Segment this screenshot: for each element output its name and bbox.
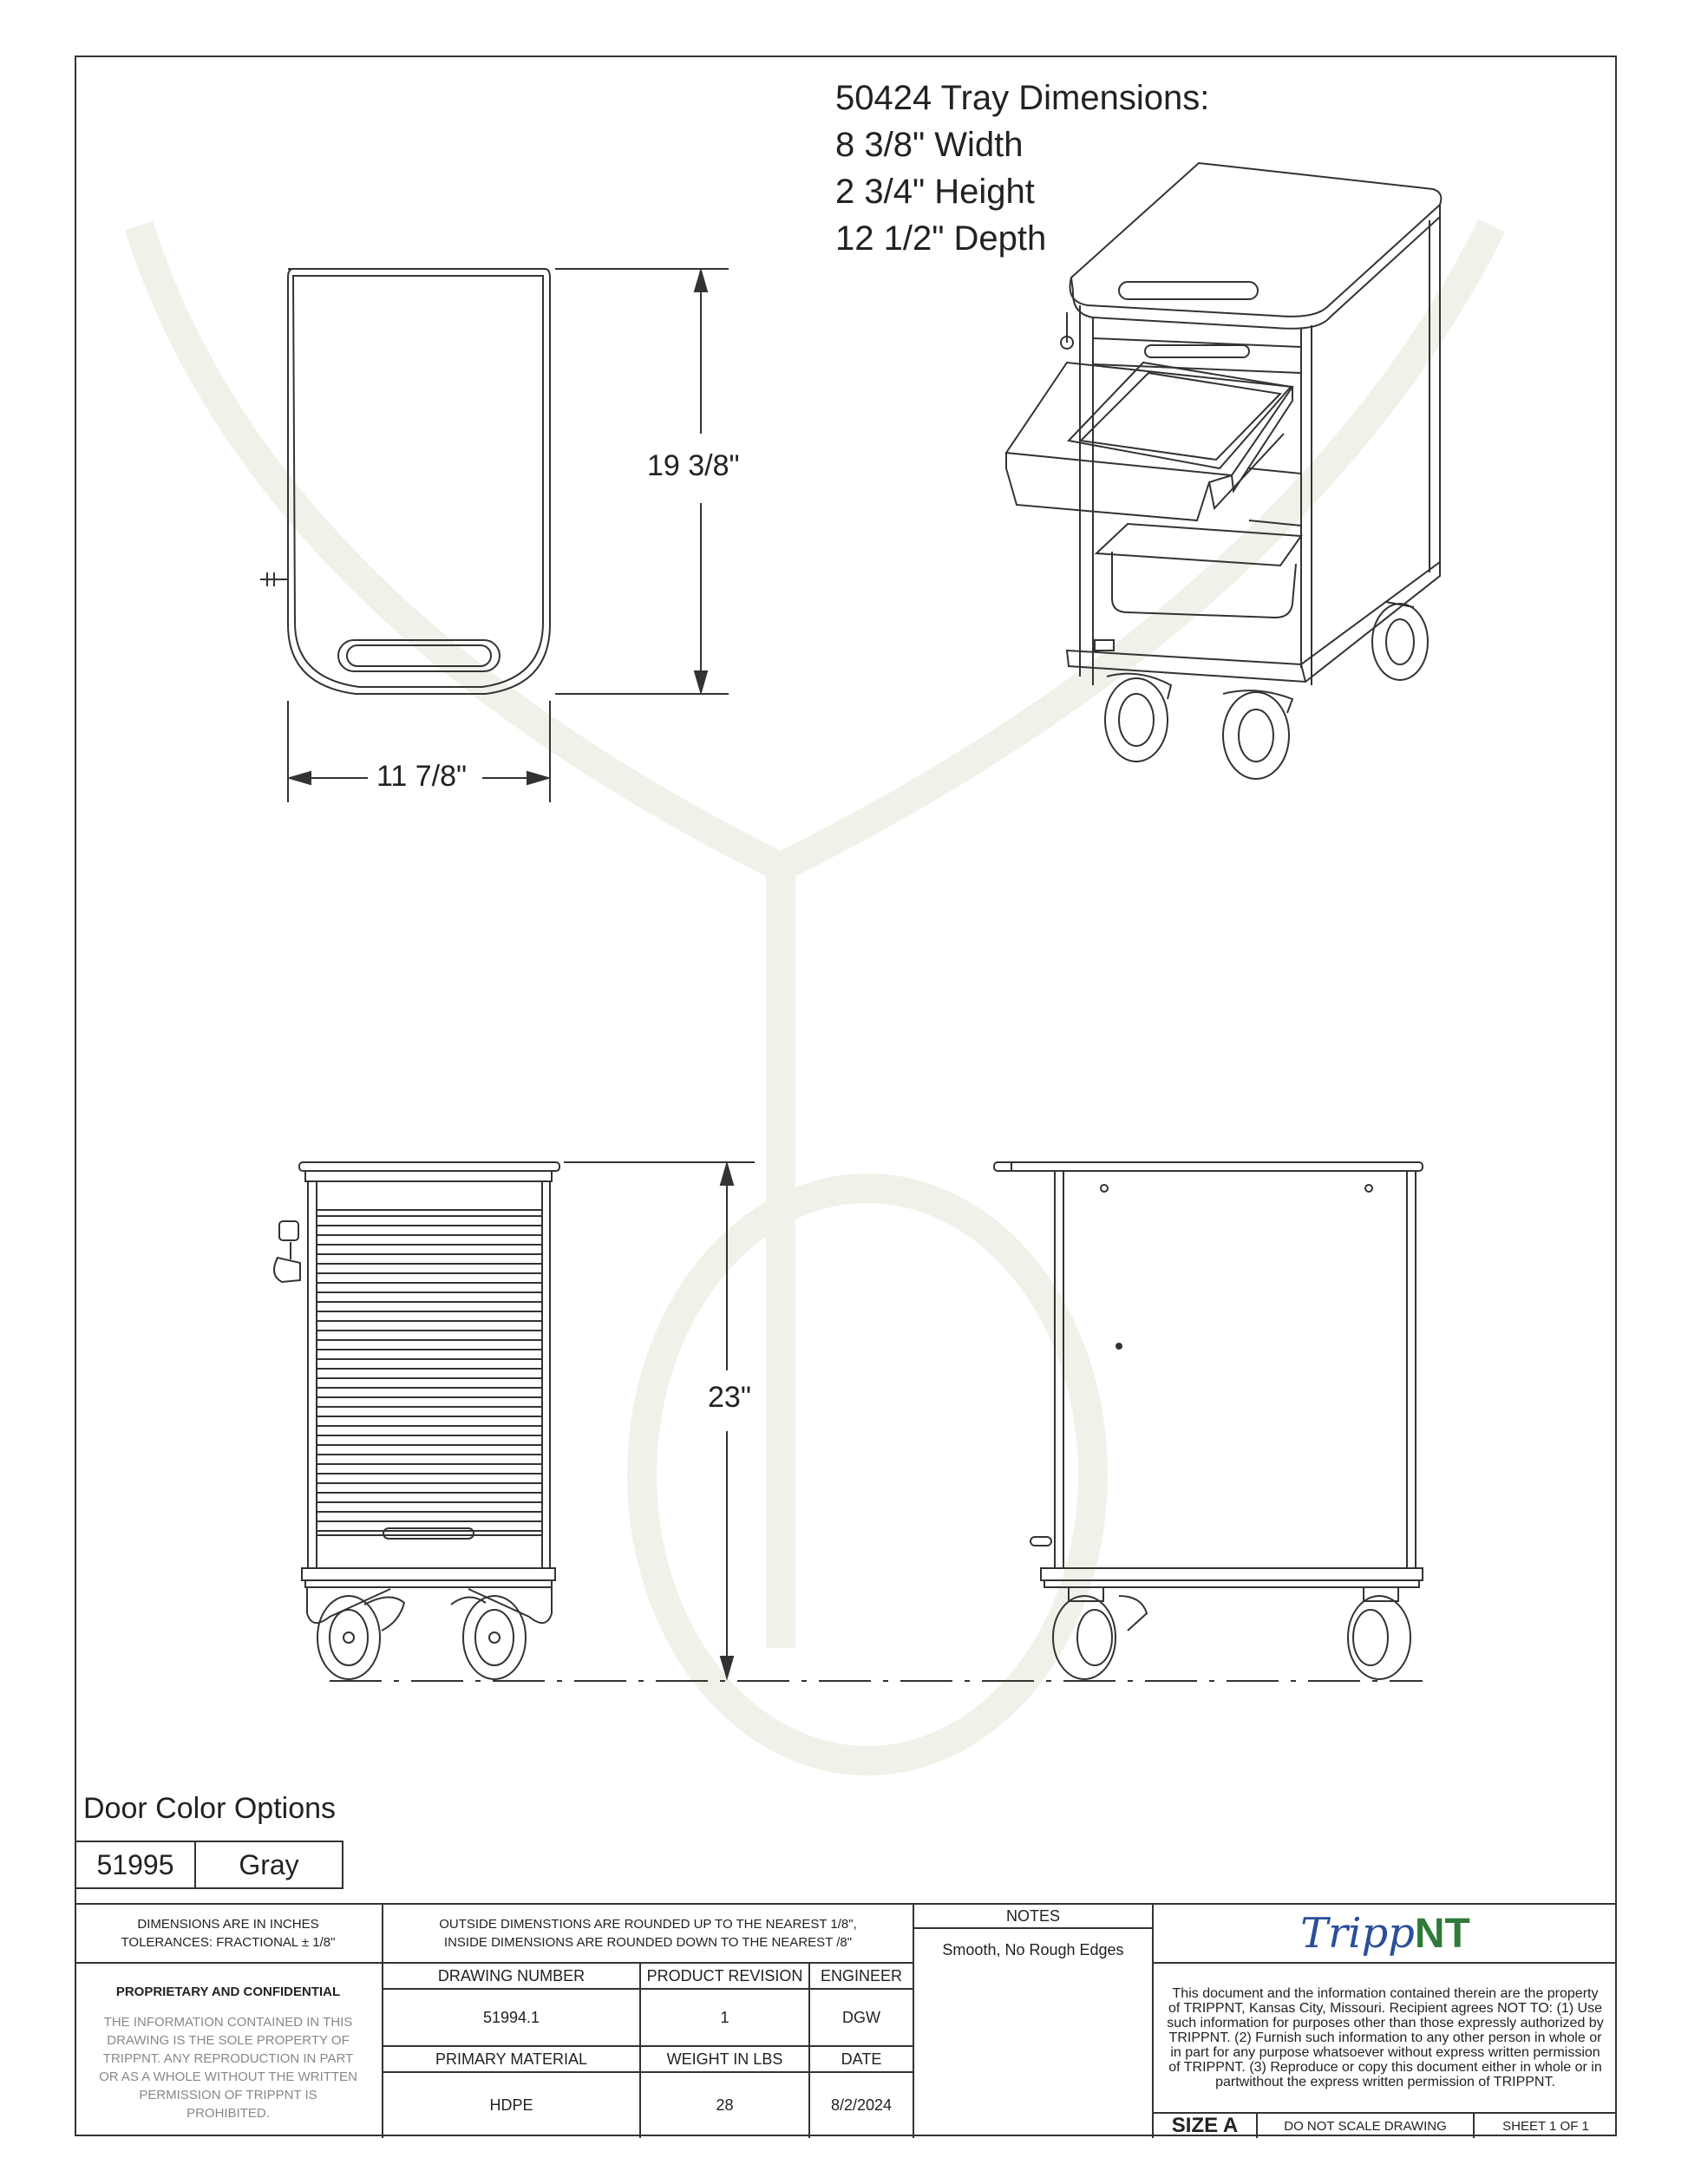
dimensions-note: DIMENSIONS ARE IN INCHES TOLERANCES: FRACTIONAL ± 1/8" [121, 1917, 336, 1950]
dimension-label-top-width: 11 7/8" [376, 760, 468, 793]
front-view [274, 1162, 559, 1679]
size-label: SIZE A [1152, 2112, 1256, 2138]
title-block [75, 1903, 1617, 2136]
tray-width: 8 3/8" Width [835, 126, 1024, 164]
proprietary-box: PROPRIETARY AND CONFIDENTIAL THE INFORMATION CONTAINED IN THIS DRAWING IS THE SOLE PROPERTY OF TRIPPNT. ANY REPRODUCTION IN PART OR AS A WHOLE WITHOUT THE WRITTEN PERMISSION OF TRIPPNT IS PROHIBITED. [75, 1962, 382, 2138]
tray-height: 2 3/4" Height [835, 173, 1035, 211]
weight: 28 [639, 2071, 808, 2138]
door-color-options-table [75, 1841, 343, 1889]
engineer-label: ENGINEER [808, 1962, 913, 1988]
notes-header: NOTES [913, 1905, 1152, 1929]
sheet-number: SHEET 1 OF 1 [1473, 2112, 1617, 2138]
front-door-slats [317, 1216, 542, 1531]
date: 8/2/2024 [808, 2071, 913, 2138]
tray-dimensions-block [835, 75, 1209, 262]
weight-label: WEIGHT IN LBS [639, 2045, 808, 2071]
tray-dimensions-title: 50424 Tray Dimensions: [835, 79, 1210, 117]
date-label: DATE [808, 2045, 913, 2071]
legal-notice: This document and the information contained therein are the property of TRIPPNT, Kansas City, Missouri. Recipient agrees NOT TO: (1) Use such information for purposes other than those expressly authorized by TRIPPNT. (2) Furnish such information to any other person in whole or in part for any purpose whatsoever without express written permission of TRIPPNT. (3) Reproduce or copy this document either in whole or in partwithout the express written permission of TRIPPNT. [1152, 1962, 1617, 2112]
primary-material-label: PRIMARY MATERIAL [382, 2045, 639, 2071]
tripp-nt-logo: TrippNT [1152, 1905, 1617, 1962]
engineer: DGW [808, 1988, 913, 2045]
primary-material: HDPE [382, 2071, 639, 2138]
door-color-name: Gray [239, 1848, 299, 1880]
dimension-label-front-height: 23" [708, 1381, 751, 1414]
tray-depth: 12 1/2" Depth [835, 219, 1047, 258]
door-color-options-title: Door Color Options [83, 1792, 337, 1825]
product-revision-label: PRODUCT REVISION [639, 1962, 808, 1988]
notes-text: Smooth, No Rough Edges [913, 1929, 1152, 1971]
rounding-note: OUTSIDE DIMENSTIONS ARE ROUNDED UP TO THE NEAREST 1/8", INSIDE DIMENSIONS ARE ROUNDED DOWN TO THE NEAREST /8" [382, 1905, 913, 1962]
product-revision: 1 [639, 1988, 808, 2045]
do-not-scale-note: DO NOT SCALE DRAWING [1256, 2112, 1473, 2138]
dimension-label-top-height: 19 3/8" [647, 449, 740, 482]
notes-area [913, 1971, 1152, 2138]
door-color-code: 51995 [76, 1842, 196, 1887]
drawing-number: 51994.1 [382, 1988, 639, 2045]
drawing-number-label: DRAWING NUMBER [382, 1962, 639, 1988]
